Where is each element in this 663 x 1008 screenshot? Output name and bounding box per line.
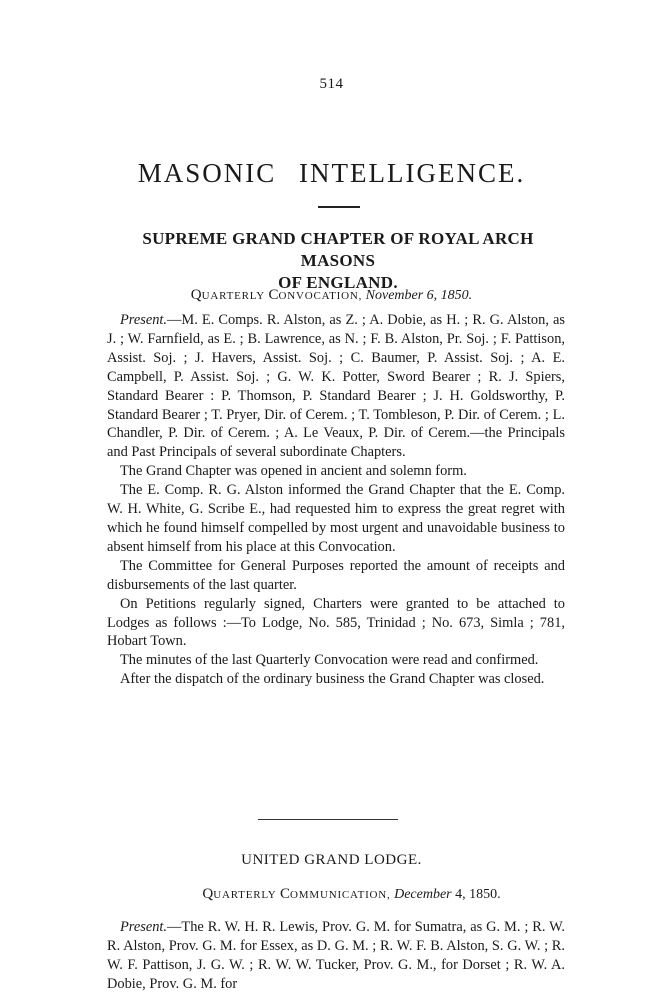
page-number: 514 [319,76,344,92]
chapter-heading-line1: SUPREME GRAND CHAPTER OF ROYAL ARCH MASONS [142,229,534,270]
lodge-heading: UNITED GRAND LODGE. [241,852,422,868]
paragraph: The E. Comp. R. G. Alston informed the Grand Chapter that the E. Comp. W. H. White, G. Scribe E., had requested him to express the great regret with which he found himself compelled by most urgent and unavoidable business to absent himself from his place at this Convocation. [107,482,565,555]
chapter-body [107,311,565,689]
paragraph: The Grand Chapter was opened in ancient and solemn form. [120,463,467,480]
paragraph: After the dispatch of the ordinary business the Grand Chapter was closed. [120,671,545,688]
communication-subheading: QUARTERLY COMMUNICATION, December 4, 1850. [202,886,501,902]
present-paragraph [107,311,565,462]
present-paragraph [107,918,565,994]
present-label: Present. [120,919,168,935]
convocation-date: November 6, 1850. [365,288,473,303]
paragraph: The Committee for General Purposes reported the amount of receipts and disbursements of the last quarter. [107,557,565,593]
chapter-heading-line2: OF ENGLAND. [278,273,398,292]
present-label: Present. [120,312,168,328]
lodge-body [107,918,565,994]
present-text: —The R. W. H. R. Lewis, Prov. G. M. for Sumatra, as G. M. ; R. W. R. Alston, Prov. G. M. for Essex, as D. G. M. ; R. W. F. B. Alston, S. G. W. ; R. W. F. Pattison, J. G. W. ; R. W. W. Tucker, Prov. G. M., for Dorset ; R. W. A. Dobie, Prov. G. M. for [107,919,565,992]
section-divider [258,819,398,820]
paragraph: On Petitions regularly signed, Charters were granted to be attached to Lodges as follows :—To Lodge, No. 585, Trinidad ; No. 673, Simla ; 781, Hobart Town. [107,595,565,650]
present-text: —M. E. Comps. R. Alston, as Z. ; A. Dobie, as H. ; R. G. Alston, as J. ; W. Farnfield, as E. ; B. Lawrence, as N. ; F. B. Alston, Pr. Soj. ; F. Pattison, Assist. Soj. ; J. Havers, Assist. Soj. ; C. Baumer, P. Assist. Soj. ; A. E. Campbell, P. Assist. Soj. ; G. W. K. Potter, Sword Bearer ; R. J. Spiers, Standard Bearer : P. Thomson, P. Standard Bearer ; J. H. Goldsworthy, P. Standard Bearer ; T. Pryer, Dir. of Cerem. ; T. Tombleson, P. Dir. of Cerem. ; L. Chandler, P. Dir. of Cerem. ; A. Le Veaux, P. Dir. of Cerem.—the Principals and Past Principals of several subordinate Chapters. [107,312,565,461]
title-divider [318,206,360,208]
chapter-heading [108,228,568,294]
communication-date-month: December [394,887,452,902]
communication-date-day: 4, 1850. [455,887,501,902]
main-title: MASONIC INTELLIGENCE. [137,158,526,188]
paragraph: The minutes of the last Quarterly Convocation were read and confirmed. [120,652,539,669]
convocation-subheading: QUARTERLY CONVOCATION, November 6, 1850. [190,287,473,303]
